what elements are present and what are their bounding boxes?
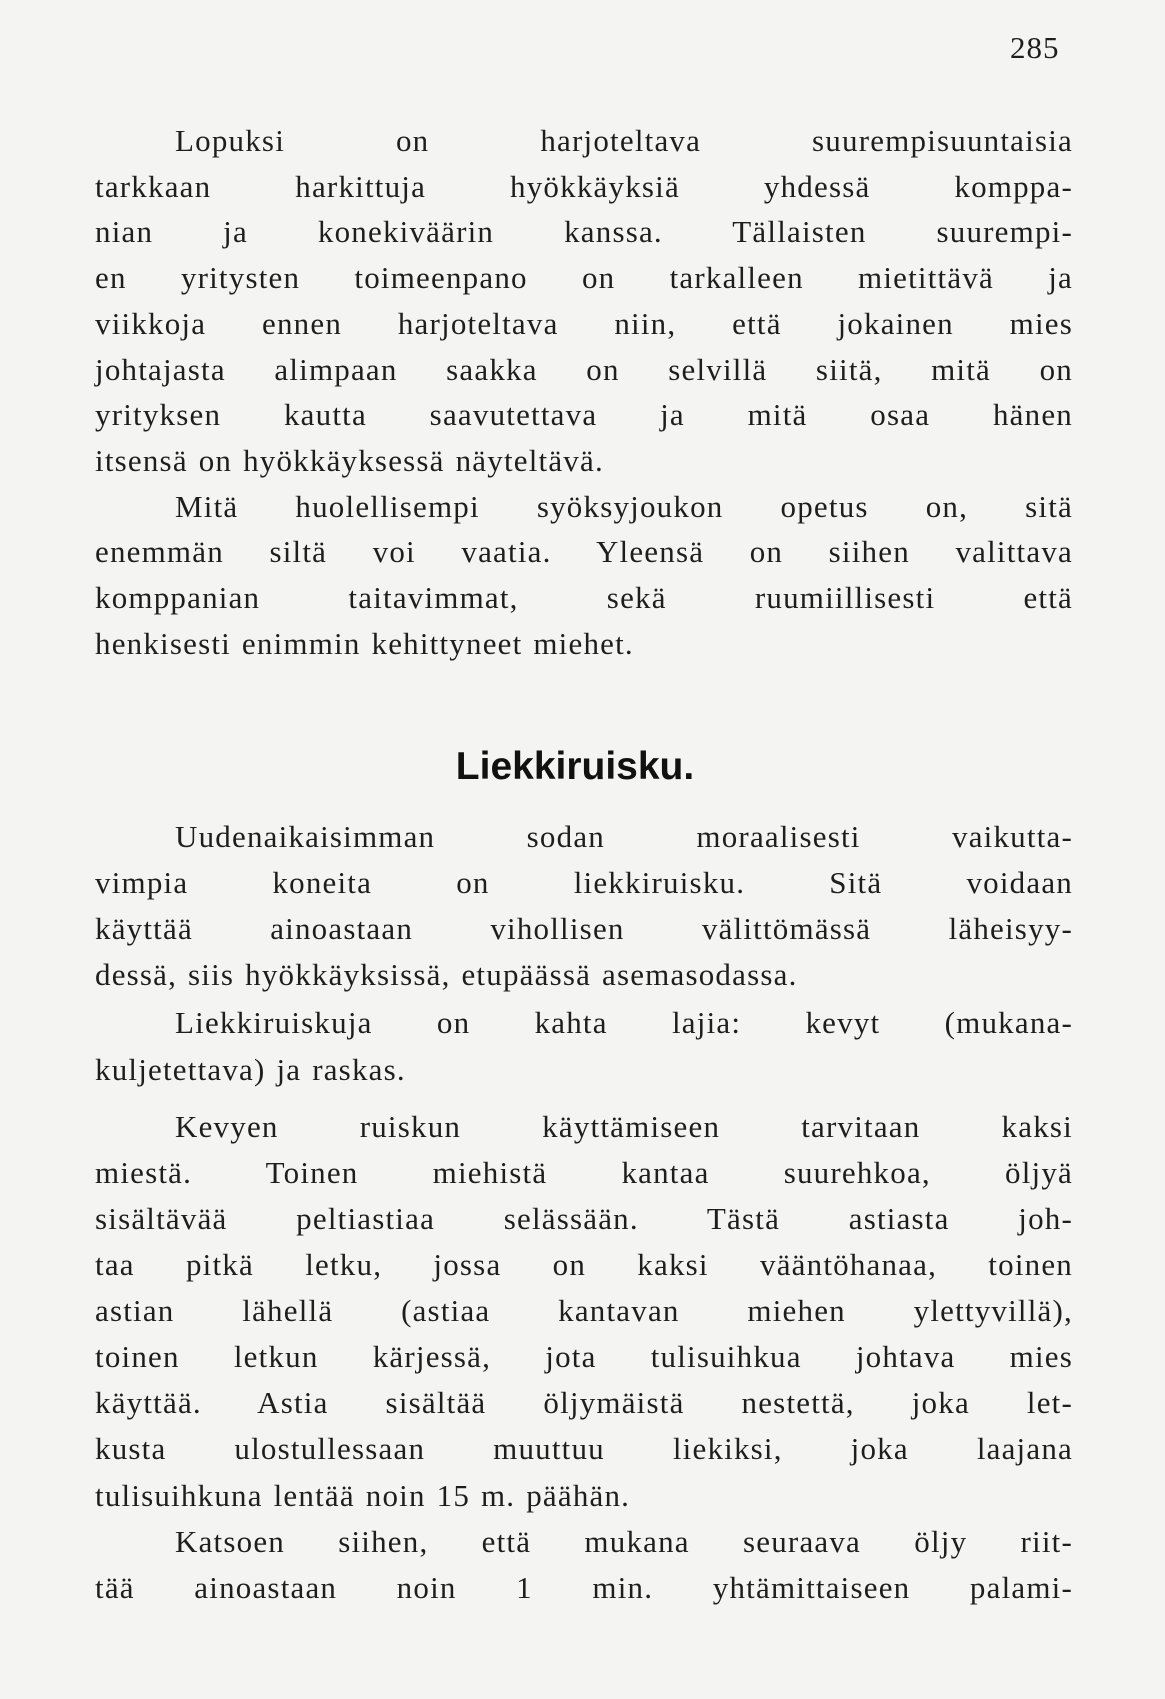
paragraph-line: sisältävää peltiastiaa selässään. Tästä astiasta joh- [95,1201,1073,1237]
paragraph-line: enemmän siltä voi vaatia. Yleensä on siihen valittava [95,534,1073,570]
paragraph-line: tää ainoastaan noin 1 min. yhtämittaiseen palami- [95,1569,1073,1605]
paragraph-line: käyttää. Astia sisältää öljymäistä nestettä, joka let- [95,1385,1073,1421]
paragraph-line: tarkkaan harkittuja hyökkäyksiä yhdessä komppa- [95,168,1073,204]
paragraph-first-line: Mitä huolellisempi syöksyjoukon opetus on, sitä [175,488,1073,524]
paragraph-first-line: Liekkiruiskuja on kahta lajia: kevyt (mukana- [175,1005,1073,1040]
paragraph-first-line: Uudenaikaisimman sodan moraalisesti vaikutta- [175,818,1073,854]
paragraph-line: käyttää ainoastaan vihollisen välittömässä läheisyy- [95,910,1073,946]
paragraph-first-line: Katsoen siihen, että mukana seuraava öljy riit- [175,1523,1073,1559]
paragraph-line: en yritysten toimeenpano on tarkalleen mietittävä ja [95,260,1073,296]
paragraph-line: taa pitkä letku, jossa on kaksi vääntöhanaa, toinen [95,1247,1073,1283]
paragraph-first-line: Lopuksi on harjoteltava suurempisuuntaisia [175,122,1073,158]
paragraph-line: komppanian taitavimmat, sekä ruumiillisesti että [95,580,1073,616]
paragraph-line: yrityksen kautta saavutettava ja mitä osaa hänen [95,397,1073,433]
paragraph-line: henkisesti enimmin kehittyneet miehet. [95,625,634,661]
paragraph-line: kuljetettava) ja raskas. [95,1051,406,1087]
paragraph-line: astian lähellä (astiaa kantavan miehen ylettyvillä), [95,1293,1073,1329]
paragraph-line: toinen letkun kärjessä, jota tulisuihkua johtava mies [95,1339,1073,1375]
paragraph-line: kusta ulostullessaan muuttuu liekiksi, joka laajana [95,1431,1073,1467]
paragraph-line: vimpia koneita on liekkiruisku. Sitä voidaan [95,864,1073,900]
paragraph-first-line: Kevyen ruiskun käyttämiseen tarvitaan kaksi [175,1109,1073,1145]
paragraph-line: miestä. Toinen miehistä kantaa suurehkoa, öljyä [95,1155,1073,1191]
paragraph-line: nian ja konekiväärin kanssa. Tällaisten suurempi- [95,214,1073,250]
paragraph-line: johtajasta alimpaan saakka on selvillä siitä, mitä on [95,351,1073,387]
paragraph-line: viikkoja ennen harjoteltava niin, että jokainen mies [95,305,1073,341]
section-heading: Liekkiruisku. [455,745,695,788]
paragraph-line: dessä, siis hyökkäyksissä, etupäässä asemasodassa. [95,956,798,992]
page-number: 285 [1010,30,1060,65]
paragraph-line: tulisuihkuna lentää noin 15 m. päähän. [95,1477,631,1513]
paragraph-line: itsensä on hyökkäyksessä näyteltävä. [95,443,604,478]
